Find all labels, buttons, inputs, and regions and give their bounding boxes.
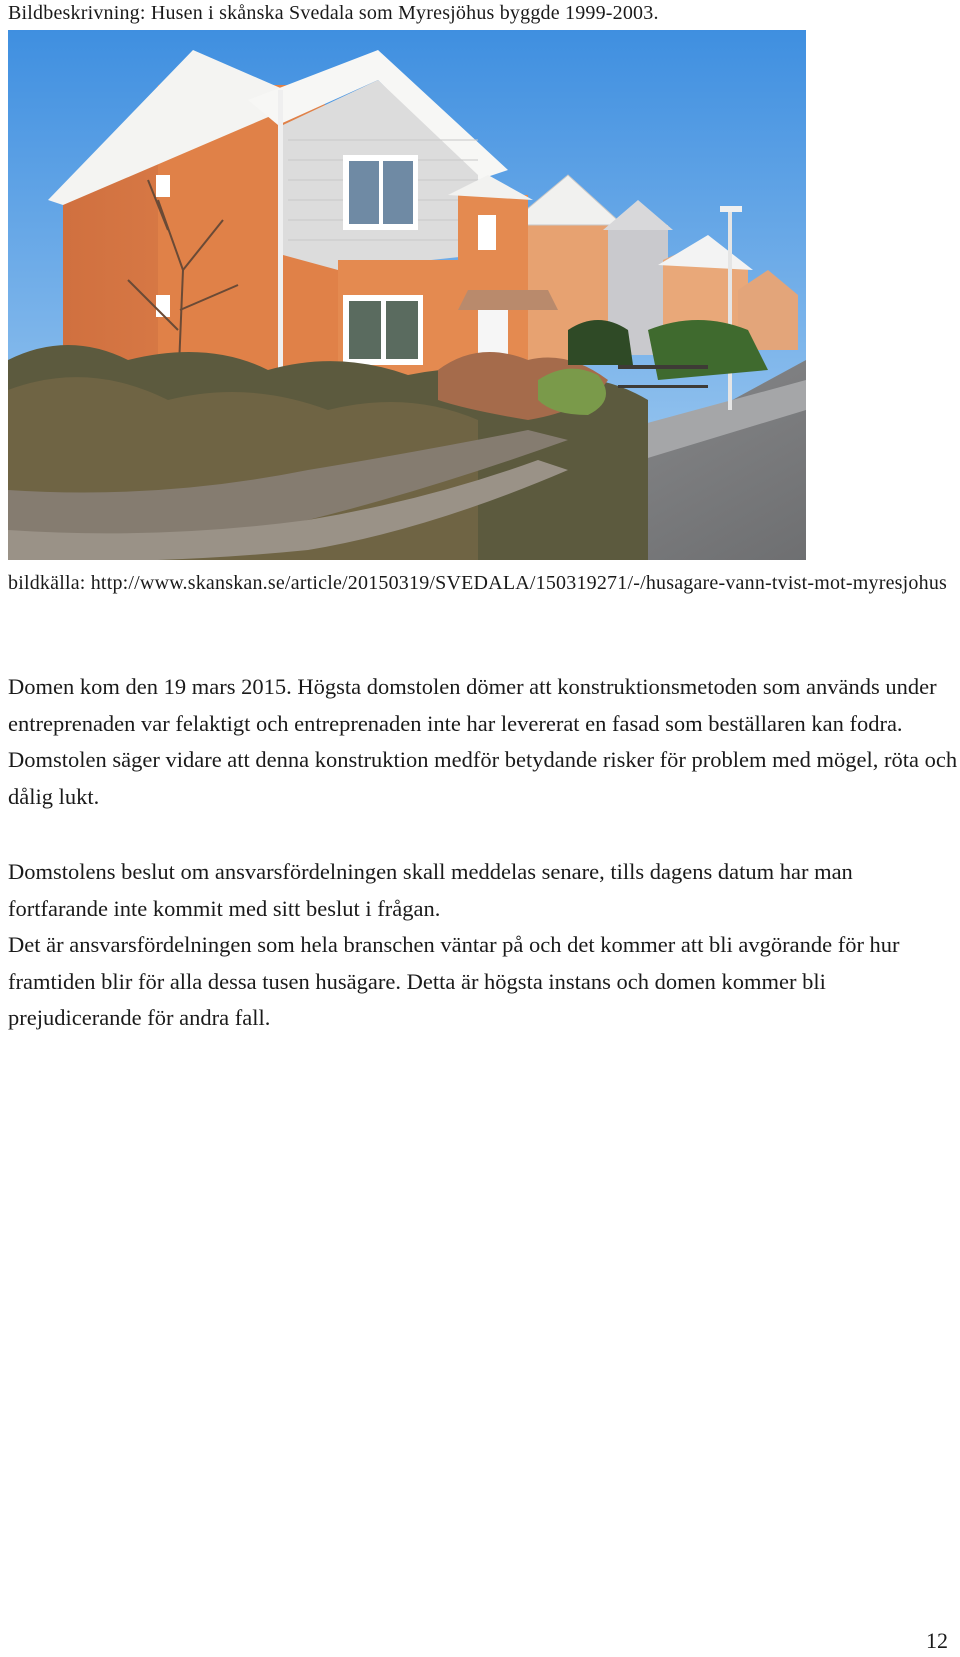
image-caption: Bildbeskrivning: Husen i skånska Svedala som Myresjöhus byggde 1999-2003. [8,2,659,24]
paragraph-industry: Det är ansvarsfördelningen som hela branschen väntar på och det kommer att bli avgörande för hur framtiden blir för alla dessa tusen husägare. Detta är högsta instans och domen kommer bli prejudicerande för andra fall. [8,932,900,1030]
page-number: 12 [926,1628,948,1653]
paragraph-verdict: Domen kom den 19 mars 2015. Högsta domstolen dömer att konstruktionsmetoden som används under entreprenaden var felaktigt och entreprenaden inte har levererat en fasad som beställaren kan fodra. Domstolen säger vidare att denna konstruktion medför betydande risker för problem med mögel, röta och dålig lukt. [8,674,958,809]
image-source: bildkälla: http://www.skanskan.se/article/20150319/SVEDALA/150319271/-/husagare-vann-tvist-mot-myresjohus [8,572,947,594]
houses-photo [8,30,806,560]
paragraph-decision: Domstolens beslut om ansvarsfördelningen skall meddelas senare, tills dagens datum har man fortfarande inte kommit med sitt beslut i frågan. [8,859,853,921]
